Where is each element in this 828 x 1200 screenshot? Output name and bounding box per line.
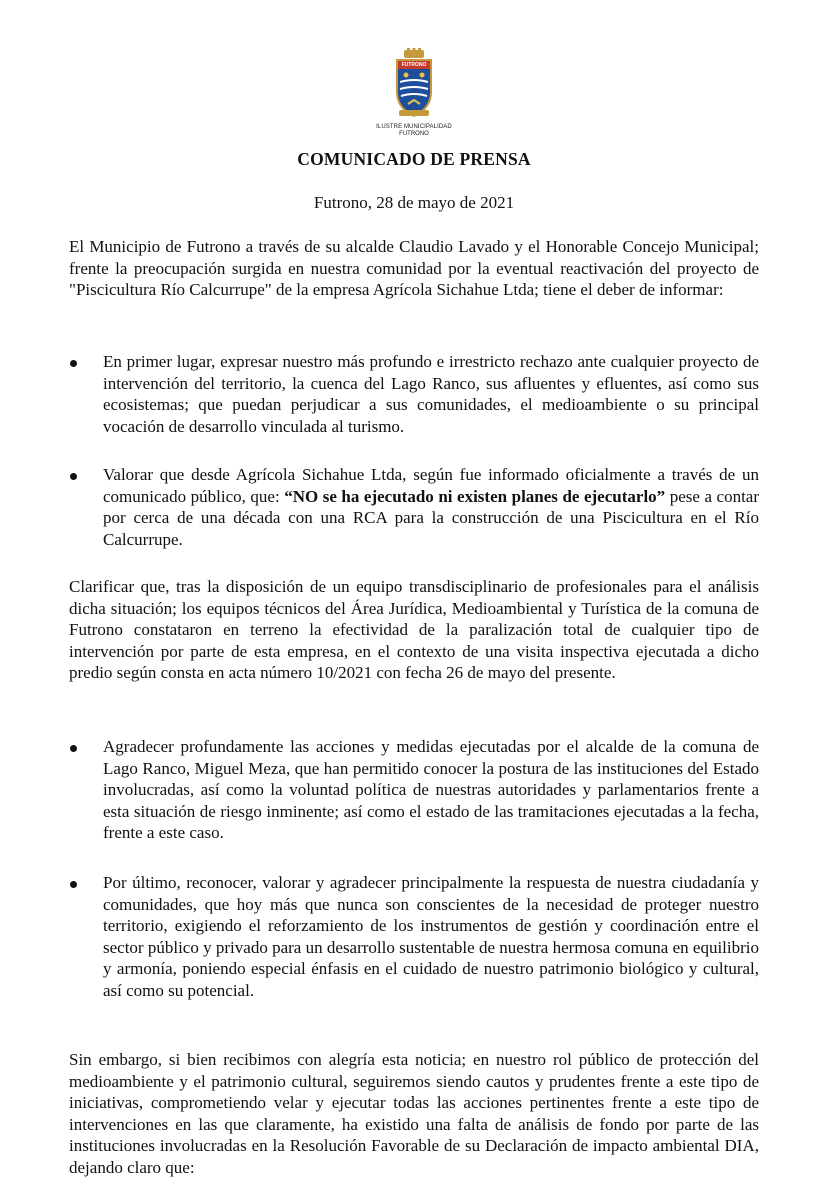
crest-name: FUTRONO [401, 62, 427, 68]
bullet-dot [70, 360, 77, 367]
bullet-rejection: En primer lugar, expresar nuestro más profundo e irrestricto rechazo ante cualquier proyecto de intervención del territorio, la cuenca del Lago Ranco, sus afluentes y efluentes, así como sus ecosistemas; que puedan perjudicar a sus comunidades, el medioambiente o su principal vocación de desarrollo vinculada al turismo. [103, 352, 759, 436]
page-title: COMUNICADO DE PRENSA [297, 149, 531, 169]
bullet-dot [70, 881, 77, 888]
bullet-dot [70, 473, 77, 480]
bullet-dot [70, 745, 77, 752]
crest-caption-top: ILUSTRE MUNICIPALIDAD [376, 124, 452, 130]
bullet-valorar-text-end: pese a contar por cerca de una década con una RCA para la construcción de una Piscicultura en el Río Calcurrupe. [103, 486, 760, 549]
crest-caption-bottom: FUTRONO [399, 131, 429, 137]
bullet-valorar-quote: “NO se ha ejecutado ni existen planes de ejecutarlo” [284, 486, 666, 506]
clarify-paragraph: Clarificar que, tras la disposición de un equipo transdisciplinario de profesionales para el análisis dicha situación; los equipos técnicos del Área Jurídica, Medioambiental y Turística de la comuna de Futrono constataron en terreno la efectividad de la paralización total de cualquier tipo de intervención por parte de esta empresa, en el contexto de una visita inspectiva ejecutada a dicho predio según consta en acta número 10/2021 con fecha 26 de mayo del presente. [69, 577, 759, 682]
bullet-valorar-text: Valorar que desde Agrícola Sichahue Ltda, según fue informado oficialmente a través de un comunicado público, que: [103, 465, 759, 506]
dateline: Futrono, 28 de mayo de 2021 [313, 193, 515, 212]
bullet-agradecer: Agradecer profundamente las acciones y medidas ejecutadas por el alcalde de la comuna de Lago Ranco, Miguel Meza, que han permitido conocer la postura de las instituciones del Estado involucradas, así como la voluntad política de nuestras autoridades y parlamentarios frente a esta situación de riesgo inminente; así como el estado de las tramitaciones ejecutadas a la fecha, frente a este caso. [103, 737, 759, 842]
bullet-valorar [103, 464, 759, 550]
closing-paragraph: Sin embargo, si bien recibimos con alegría esta noticia; en nuestro rol público de protección del medioambiente y el patrimonio cultural, seguiremos siendo cautos y prudentes frente a este tipo de iniciativas, comprometiendo velar y ejecutar todas las acciones pertinentes frente a este tipo de intervenciones en las que claramente, ha existido una falta de análisis de fondo por parte de las instituciones involucradas en la Resolución Favorable de su Declaración de impacto ambiental DIA, dejando claro que: [69, 1050, 759, 1177]
municipality-crest [371, 48, 457, 138]
crest-shield-icon [391, 48, 437, 120]
bullet-reconocer: Por último, reconocer, valorar y agradecer principalmente la respuesta de nuestra ciudadanía y comunidades, que hoy más que nunca son conscientes de la necesidad de proteger nuestro territorio, exigiendo el reforzamiento de los instrumentos de gestión y coordinación entre el sector público y privado para un desarrollo sustentable de nuestra hermosa comuna en equilibrio y armonía, poniendo especial énfasis en el cuidado de nuestro patrimonio biológico y cultural, así como su potencial. [103, 873, 759, 1000]
intro-paragraph: El Municipio de Futrono a través de su alcalde Claudio Lavado y el Honorable Concejo Municipal; frente la preocupación surgida en nuestra comunidad por la eventual reactivación del proyecto de "Piscicultura Río Calcurrupe" de la empresa Agrícola Sichahue Ltda; tiene el deber de informar: [69, 237, 759, 299]
